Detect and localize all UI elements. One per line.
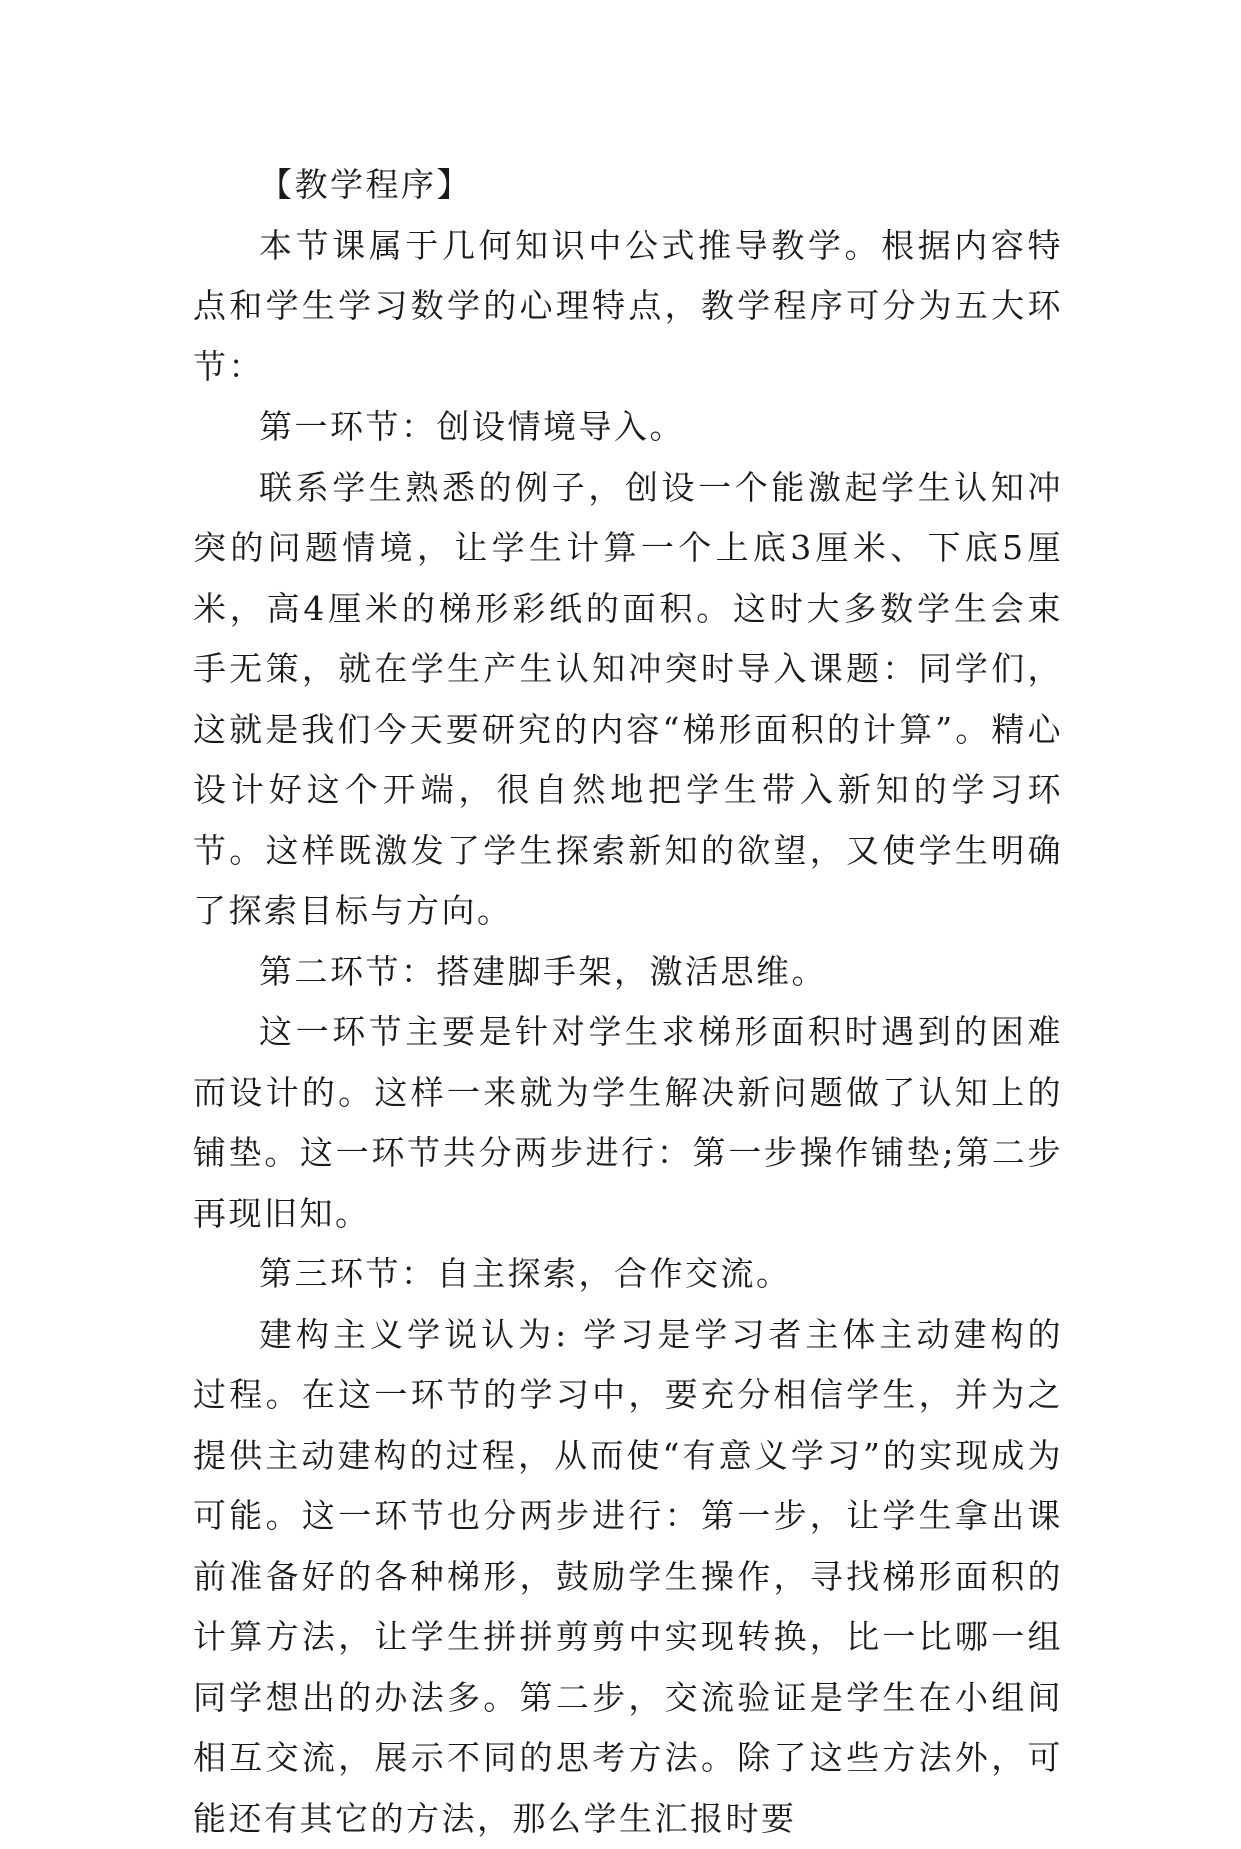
intro-paragraph: 本节课属于几何知识中公式推导教学。根据内容特点和学生学习数学的心理特点，教学程序可分为五大环节： — [193, 216, 1063, 398]
stage-two-paragraph: 这一环节主要是针对学生求梯形面积时遇到的困难而设计的。这样一来就为学生解决新问题做了认知上的铺垫。这一环节共分两步进行：第一步操作铺垫;第二步再现旧知。 — [193, 1002, 1063, 1244]
stage-one-paragraph: 联系学生熟悉的例子，创设一个能激起学生认知冲突的问题情境，让学生计算一个上底3厘米、下底5厘米，高4厘米的梯形彩纸的面积。这时大多数学生会束手无策，就在学生产生认知冲突时导入课题：同学们，这就是我们今天要研究的内容“梯形面积的计算”。精心设计好这个开端，很自然地把学生带入新知的学习环节。这样既激发了学生探索新知的欲望，又使学生明确了探索目标与方向。 — [193, 458, 1063, 942]
stage-one-heading: 第一环节：创设情境导入。 — [193, 397, 1063, 458]
stage-three-heading: 第三环节：自主探索，合作交流。 — [193, 1244, 1063, 1305]
stage-three-paragraph: 建构主义学说认为: 学习是学习者主体主动建构的过程。在这一环节的学习中，要充分相信学生，并为之提供主动建构的过程，从而使“有意义学习”的实现成为可能。这一环节也分两步进行：第一步，让学生拿出课前准备好的各种梯形，鼓励学生操作，寻找梯形面积的计算方法，让学生拼拼剪剪中实现转换，比一比哪一组同学想出的办法多。第二步，交流验证是学生在小组间相互交流，展示不同的思考方法。除了这些方法外，可能还有其它的方法，那么学生汇报时要 — [193, 1305, 1063, 1849]
section-heading-teaching-procedure: 【教学程序】 — [193, 155, 1063, 216]
stage-two-heading: 第二环节：搭建脚手架，激活思维。 — [193, 942, 1063, 1003]
document-body — [193, 155, 1063, 1849]
